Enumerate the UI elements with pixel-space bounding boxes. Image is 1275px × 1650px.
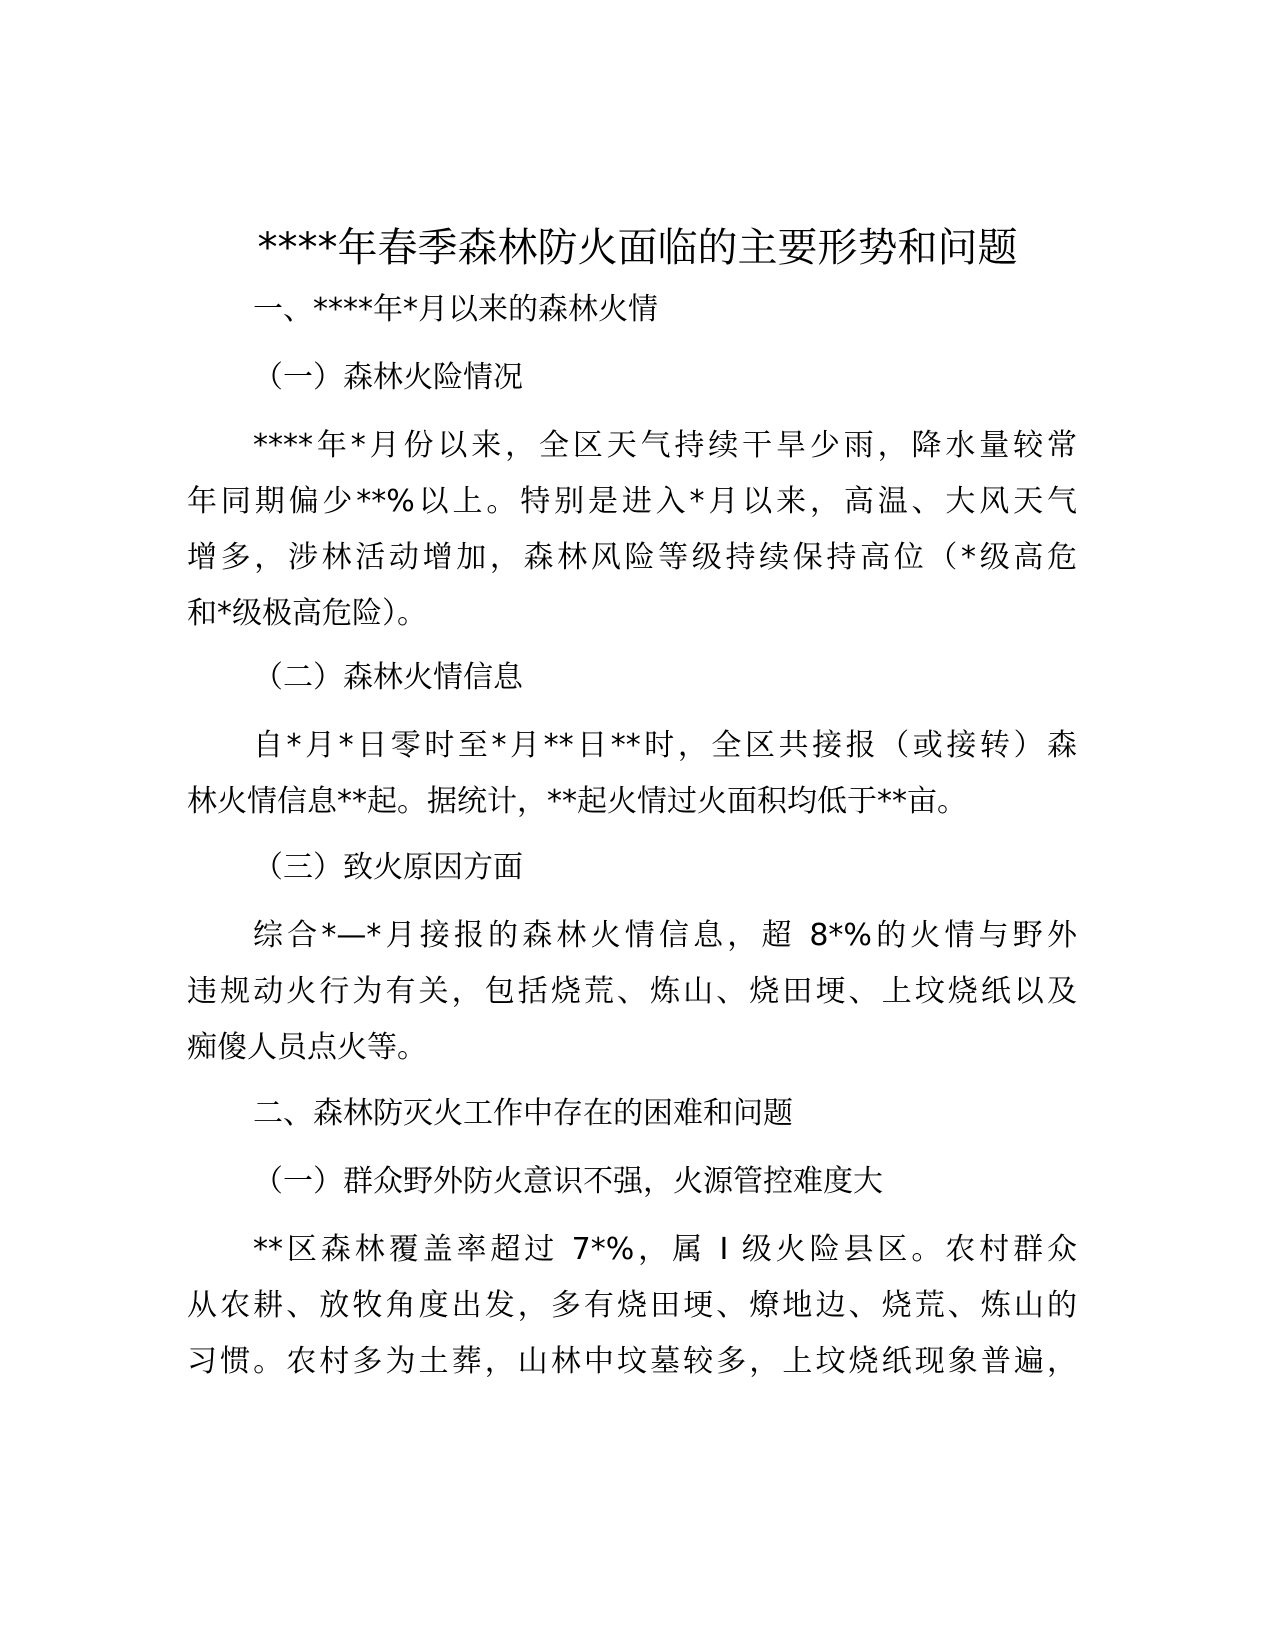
paragraph-line: 习惯。农村多为土葬，山林中坟墓较多，上坟烧纸现象普遍， (187, 1344, 1077, 1379)
section-heading-1: 一、****年*月以来的森林火情 (253, 292, 658, 327)
paragraph-line: **区森林覆盖率超过 7*%，属 I 级火险县区。农村群众 (253, 1232, 1077, 1267)
subsection-heading-1-2: （二）森林火情信息 (253, 660, 523, 695)
paragraph-line: 林火情信息**起。据统计，**起火情过火面积均低于**亩。 (187, 784, 967, 819)
paragraph-line: 综合*—*月接报的森林火情信息，超 8*%的火情与野外 (253, 918, 1077, 953)
subsection-heading-1-3: （三）致火原因方面 (253, 850, 523, 885)
section-heading-2: 二、森林防灭火工作中存在的困难和问题 (253, 1096, 793, 1131)
subsection-heading-2-1: （一）群众野外防火意识不强，火源管控难度大 (253, 1164, 883, 1199)
paragraph-line: 年同期偏少**%以上。特别是进入*月以来，高温、大风天气 (187, 484, 1077, 519)
document-title: ****年春季森林防火面临的主要形势和问题 (257, 225, 1018, 271)
paragraph-line: 增多，涉林活动增加，森林风险等级持续保持高位（*级高危 (187, 540, 1077, 575)
paragraph-line: 和*级极高危险）。 (187, 596, 427, 631)
paragraph-line: ****年*月份以来，全区天气持续干旱少雨，降水量较常 (253, 428, 1077, 463)
paragraph-line: 痴傻人员点火等。 (187, 1030, 427, 1065)
subsection-heading-1-1: （一）森林火险情况 (253, 360, 523, 395)
paragraph-line: 从农耕、放牧角度出发，多有烧田埂、燎地边、烧荒、炼山的 (187, 1288, 1077, 1323)
paragraph-line: 自*月*日零时至*月**日**时，全区共接报（或接转）森 (253, 728, 1077, 763)
paragraph-line: 违规动火行为有关，包括烧荒、炼山、烧田埂、上坟烧纸以及 (187, 974, 1077, 1009)
